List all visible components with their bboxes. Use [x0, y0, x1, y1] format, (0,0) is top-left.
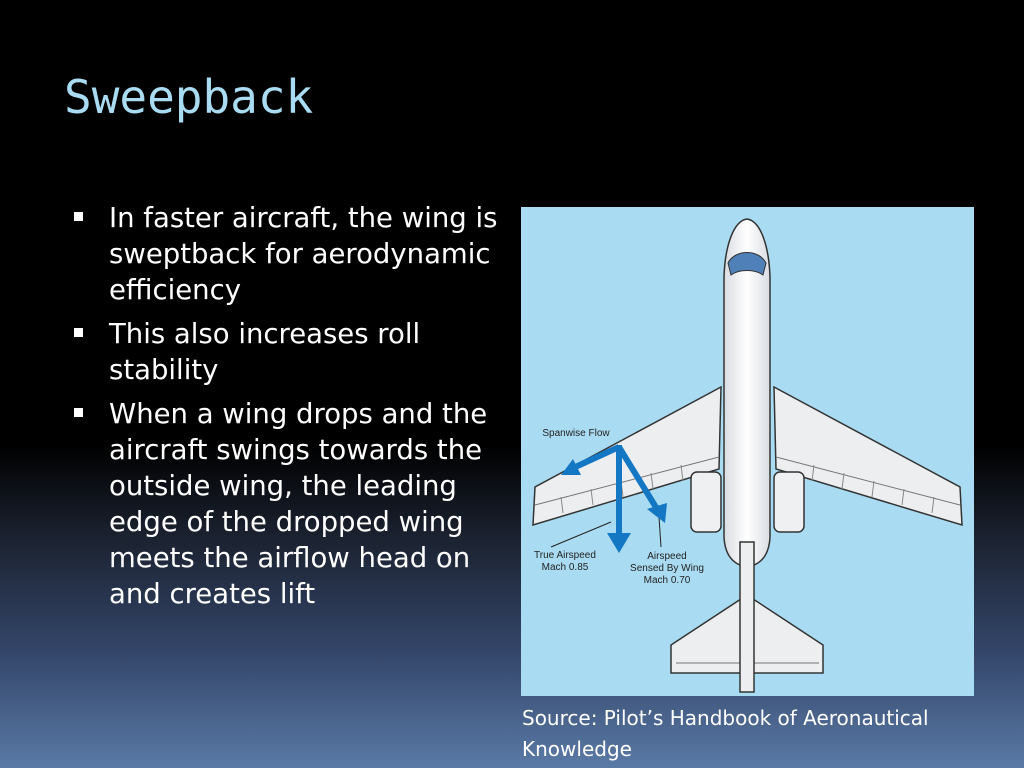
- slide-title: Sweepback: [64, 70, 314, 124]
- bullet-item: [74, 200, 504, 308]
- sensed-airspeed-mach: Mach 0.70: [643, 575, 691, 586]
- bullet-item: [74, 316, 504, 388]
- bullet-marker-icon: [74, 328, 83, 337]
- bullet-item: [74, 396, 504, 612]
- true-airspeed-mach: Mach 0.85: [541, 562, 589, 573]
- bullet-text: This also increases roll stability: [109, 318, 421, 386]
- bullet-list: [74, 200, 504, 620]
- right-engine: [774, 472, 804, 532]
- sensed-by-wing-text: Sensed By Wing: [630, 563, 704, 574]
- left-engine: [691, 472, 721, 532]
- bullet-text: In faster aircraft, the wing is sweptback for aerodynamic efficiency: [109, 202, 498, 306]
- bullet-marker-icon: [74, 408, 83, 417]
- bullet-text: When a wing drops and the aircraft swings towards the outside wing, the leading edge of the dropped wing meets the airflow head on and creates lift: [109, 398, 488, 610]
- bullet-marker-icon: [74, 212, 83, 221]
- vertical-tail: [740, 542, 754, 692]
- aircraft-diagram: [521, 207, 974, 696]
- true-airspeed-text: True Airspeed: [534, 550, 596, 561]
- sensed-airspeed-text: Airspeed: [647, 551, 687, 562]
- sensed-airspeed-label: [621, 551, 713, 587]
- spanwise-flow-label: Spanwise Flow: [542, 428, 610, 439]
- aircraft-illustration: [521, 207, 974, 696]
- source-caption: Source: Pilot’s Handbook of Aeronautical Knowledge: [522, 706, 929, 761]
- true-airspeed-label: [527, 550, 603, 574]
